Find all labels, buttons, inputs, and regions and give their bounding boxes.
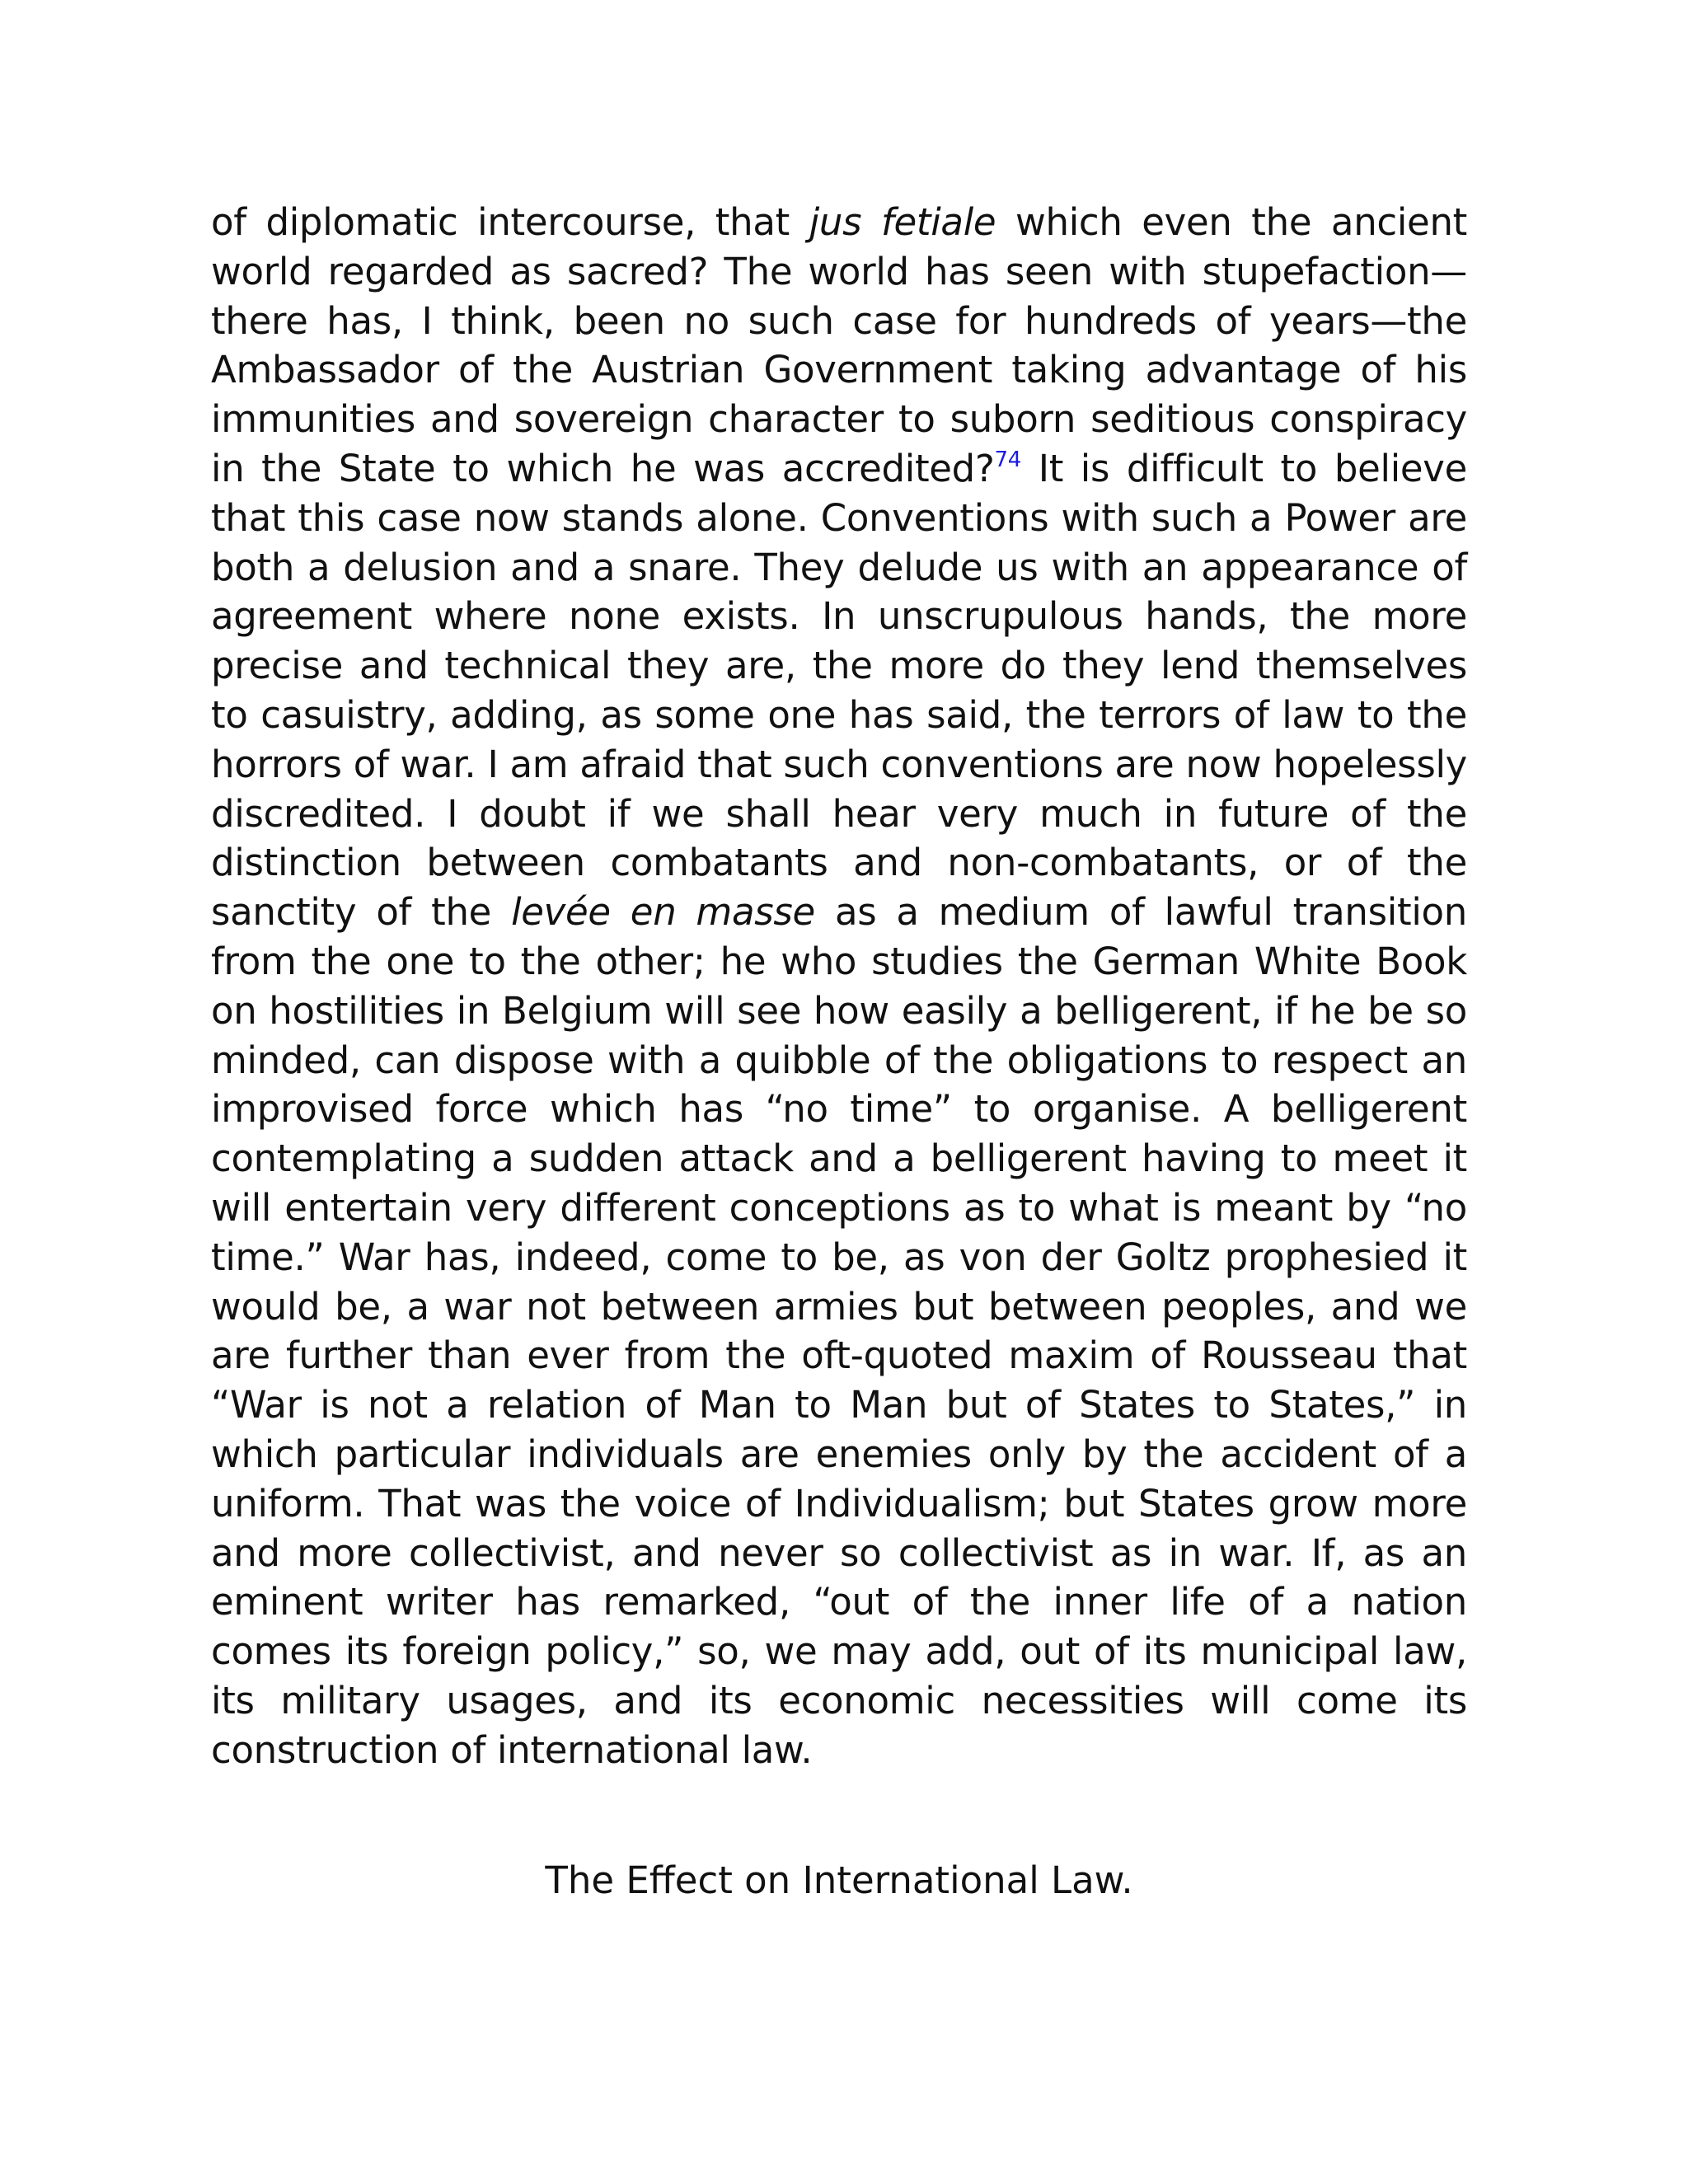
section-heading: The Effect on International Law. — [545, 1858, 1133, 1902]
footnote-reference-link[interactable]: 74 — [994, 447, 1022, 472]
text-segment: as a medium of lawful transition from the one to the other; he who studies the German White Book on hostilities in Belgium will see how easily a belligerent, if he be so minded, can dispose with a quibble of the obligations to respect an improvised force which has “no time” to organise. A belligerent contemplating a sudden attack and a belligerent having to meet it will entertain very different conceptions as to what is meant by “no time.” War has, indeed, come to be, as von der Goltz prophesied it would be, a war not between armies but between peoples, and we are further than ever from the oft-quoted maxim of Rousseau that “War is not a relation of Man to Man but of States to States,” in which particular individuals are enemies only by the accident of a uniform. That was the voice of Individualism; but States grow more and more collectivist, and never so collectivist as in war. If, as an eminent writer has remarked, “out of the inner life of a nation comes its foreign policy,” so, we may add, out of its municipal law, its military usages, and its economic necessities will come its construction of international law. — [211, 890, 1467, 1772]
text-segment: which even the ancient world regarded as sacred? The world has seen with stupefaction—there has, I think, been no such case for hundreds of years—the Ambassador of the Austrian Government taking advantage of his immunities and sovereign character to suborn seditious conspiracy in the State to which he was accredited? — [211, 200, 1468, 490]
text-segment: It is difficult to believe that this case now stands alone. Conventions with such a Power are both a delusion and a snare. They delude us with an appearance of agreement where none exists. In unscrupulous hands, the more precise and technical they are, the more do they lend themselves to casuistry, adding, as some one has said, the terrors of law to the horrors of war. I am afraid that such conventions are now hopelessly discredited. I doubt if we shall hear very much in future of the distinction between combatants and non-combatants, or of the sanctity of the — [211, 446, 1467, 935]
italic-phrase-jus-fetiale: jus fetiale — [809, 200, 996, 244]
text-segment: of diplomatic intercourse, that — [211, 200, 809, 244]
italic-phrase-levee-en-masse: levée en masse — [511, 890, 815, 935]
body-paragraph — [211, 198, 1467, 1775]
document-page — [211, 198, 1468, 1902]
